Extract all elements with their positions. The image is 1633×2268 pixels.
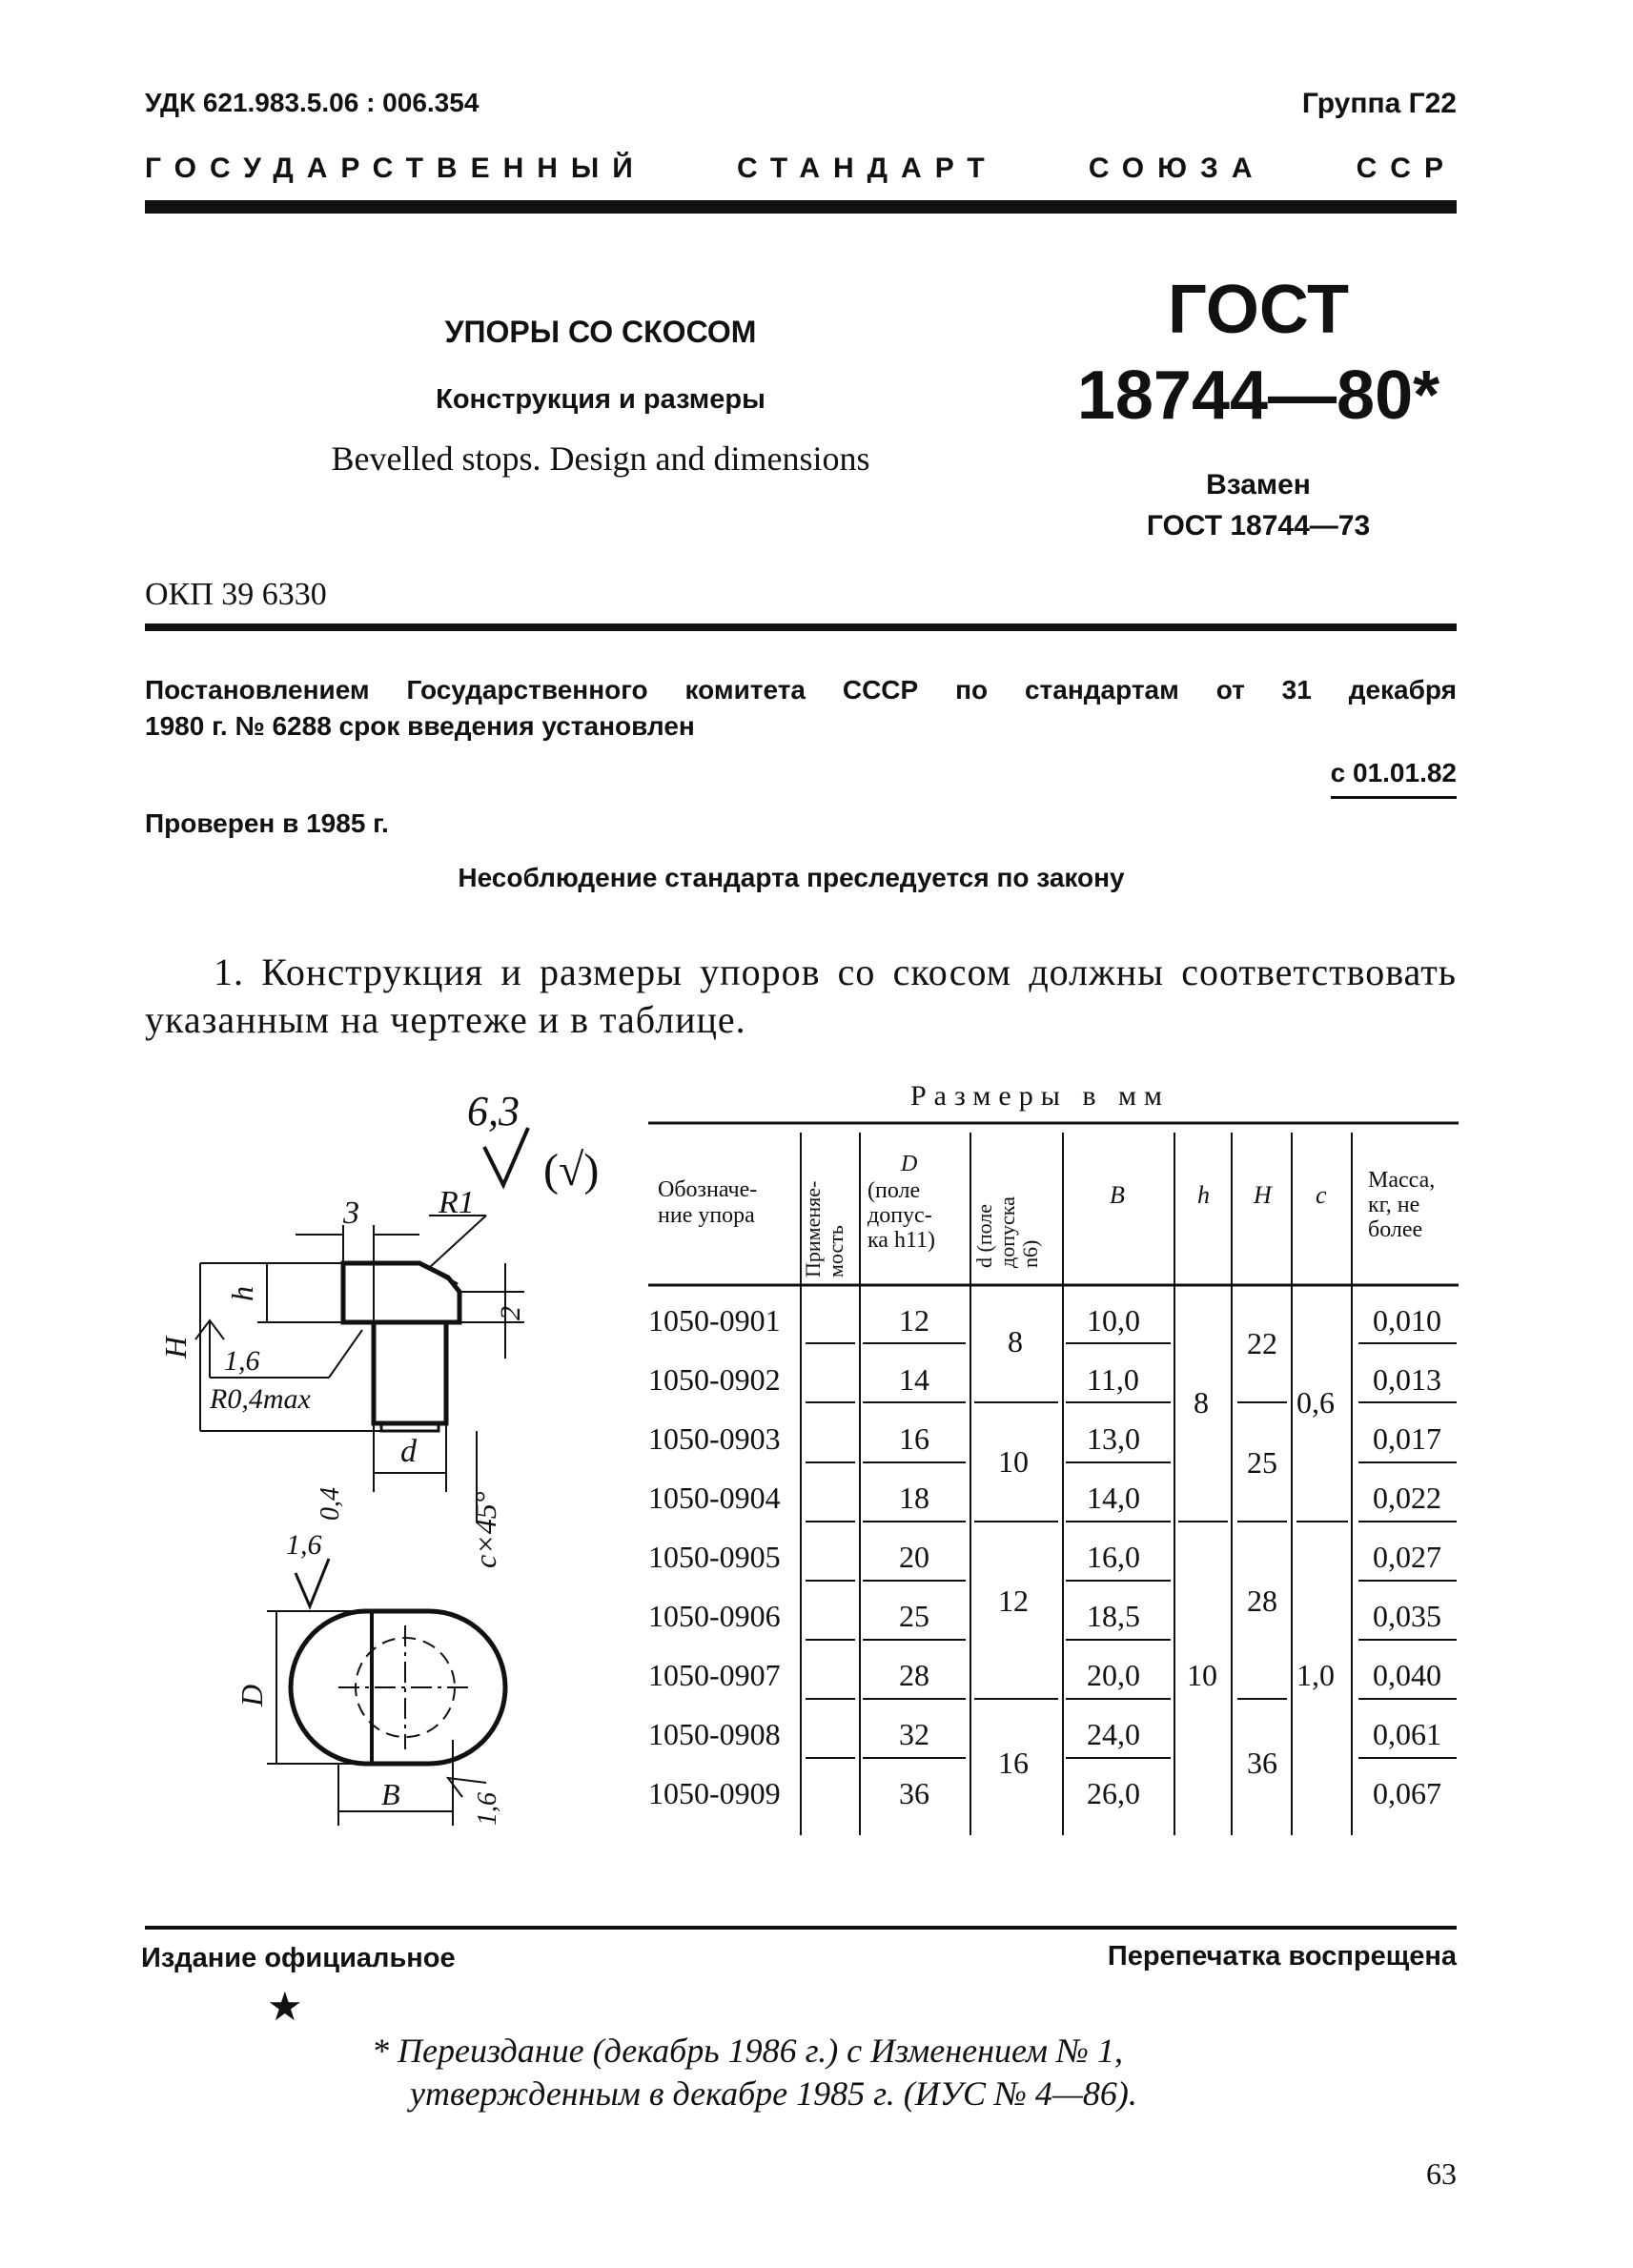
row-B: 26,0 xyxy=(1087,1776,1140,1810)
dim-c45: c×45° xyxy=(468,1491,502,1568)
header-mass-1: Масса, xyxy=(1368,1168,1436,1193)
header-H: H xyxy=(1254,1181,1272,1209)
row-D: 28 xyxy=(899,1658,929,1692)
row-designation: 1050-0905 xyxy=(648,1540,781,1574)
merged-h: 10 xyxy=(1187,1658,1217,1692)
row-D: 36 xyxy=(899,1776,929,1810)
row-B: 24,0 xyxy=(1087,1717,1140,1751)
row-mass: 0,027 xyxy=(1373,1540,1441,1574)
row-mass: 0,040 xyxy=(1373,1658,1441,1692)
row-B: 11,0 xyxy=(1087,1362,1139,1397)
group-code: Группа Г22 xyxy=(1301,88,1457,119)
banner-word: СОЮЗА xyxy=(1088,153,1266,184)
row-designation: 1050-0909 xyxy=(648,1776,781,1810)
document-title: УПОРЫ СО СКОСОМ xyxy=(444,315,757,349)
row-B: 16,0 xyxy=(1087,1540,1140,1574)
merged-d: 16 xyxy=(998,1746,1029,1780)
footnote-line-1: * Переиздание (декабрь 1986 г.) с Изменением № 1, xyxy=(372,2032,1123,2070)
dim-1-6-b: 1,6 xyxy=(286,1529,322,1561)
row-designation: 1050-0903 xyxy=(648,1421,781,1456)
row-D: 16 xyxy=(899,1421,929,1456)
header-D-symbol: D xyxy=(901,1152,918,1176)
row-D: 25 xyxy=(899,1599,929,1633)
merged-d: 10 xyxy=(998,1444,1029,1479)
header-c: c xyxy=(1316,1181,1327,1209)
roughness-paren: (√) xyxy=(543,1145,600,1195)
merged-d: 12 xyxy=(998,1584,1029,1618)
row-D: 12 xyxy=(899,1303,929,1338)
header-D-2: (поле xyxy=(868,1178,921,1203)
footer-rule xyxy=(145,1926,1457,1930)
header-applicability-2: мость xyxy=(824,1225,847,1277)
checked-note: Проверен в 1985 г. xyxy=(145,808,389,838)
row-D: 20 xyxy=(899,1540,929,1574)
document-subtitle: Конструкция и размеры xyxy=(436,384,765,415)
row-designation: 1050-0906 xyxy=(648,1599,781,1633)
row-D: 18 xyxy=(899,1481,929,1515)
row-designation: 1050-0907 xyxy=(648,1658,781,1692)
english-title: Bevelled stops. Design and dimensions xyxy=(331,439,870,478)
okp-code: ОКП 39 6330 xyxy=(145,577,327,612)
merged-H: 28 xyxy=(1247,1584,1277,1618)
dim-0-4: 0,4 xyxy=(316,1487,345,1521)
row-mass: 0,010 xyxy=(1373,1303,1441,1338)
row-B: 13,0 xyxy=(1087,1421,1140,1456)
header-d-1: d (поле xyxy=(972,1203,996,1268)
row-B: 14,0 xyxy=(1087,1481,1140,1515)
banner-word: СТАНДАРТ xyxy=(737,153,998,184)
edition-note: Издание официальное xyxy=(141,1943,456,1973)
row-designation: 1050-0904 xyxy=(648,1481,781,1515)
gost-number: 18744—80* xyxy=(1076,358,1440,434)
dim-3: 3 xyxy=(343,1195,359,1231)
row-D: 32 xyxy=(899,1717,929,1751)
gost-label: ГОСТ xyxy=(1167,272,1350,348)
footnote-line-2: утвержденным в декабре 1985 г. (ИУС № 4—86). xyxy=(410,2074,1137,2113)
decree-line-1: Постановлением Государственного комитета СССР по стандартам от 31 декабря xyxy=(145,675,1457,705)
merged-c: 0,6 xyxy=(1296,1385,1335,1420)
dim-r0-4max: R0,4max xyxy=(210,1383,311,1415)
header-B: B xyxy=(1110,1181,1125,1209)
page-number: 63 xyxy=(1426,2156,1457,2191)
udk-code: УДК 621.983.5.06 : 006.354 xyxy=(145,88,480,117)
penalty-note: Несоблюдение стандарта преследуется по закону xyxy=(458,863,1125,892)
row-B: 18,5 xyxy=(1087,1599,1140,1633)
replaces-label: Взамен xyxy=(1206,469,1311,501)
reprint-note: Перепечатка воспрещена xyxy=(1107,1941,1457,1972)
roughness-value: 6,3 xyxy=(467,1088,520,1134)
row-B: 20,0 xyxy=(1087,1658,1140,1692)
header-D-4: ка h11) xyxy=(868,1228,936,1253)
header-designation-2: ние упора xyxy=(658,1203,755,1228)
row-mass: 0,067 xyxy=(1373,1776,1441,1810)
dim-1-6-a: 1,6 xyxy=(224,1345,260,1377)
dim-1-6-c: 1,6 xyxy=(473,1792,502,1826)
dim-B: B xyxy=(381,1777,400,1811)
header-applicability-1: Применяе- xyxy=(801,1180,825,1277)
dim-h: h xyxy=(225,1286,259,1301)
row-designation: 1050-0908 xyxy=(648,1717,781,1751)
row-B: 10,0 xyxy=(1087,1303,1140,1338)
row-mass: 0,022 xyxy=(1373,1481,1441,1515)
effective-date: с 01.01.82 xyxy=(1331,758,1457,799)
row-mass: 0,061 xyxy=(1373,1717,1441,1751)
row-designation: 1050-0901 xyxy=(648,1303,781,1338)
merged-d: 8 xyxy=(1008,1324,1023,1359)
dim-d: d xyxy=(400,1434,417,1469)
header-D-3: допус- xyxy=(868,1203,932,1228)
dim-H: H xyxy=(158,1336,193,1359)
header-designation-1: Обозначе- xyxy=(658,1177,758,1202)
dim-D: D xyxy=(235,1684,269,1706)
row-mass: 0,017 xyxy=(1373,1421,1441,1456)
header-h: h xyxy=(1197,1181,1210,1209)
star-icon: ★ xyxy=(267,1986,303,2030)
merged-c: 1,0 xyxy=(1296,1658,1335,1692)
row-mass: 0,035 xyxy=(1373,1599,1441,1633)
paragraph-1: 1. Конструкция и размеры упоров со скосом должны соответствовать указанным на чертеже и в таблице. xyxy=(145,950,1457,1041)
banner-word: ССР xyxy=(1356,153,1457,184)
row-mass: 0,013 xyxy=(1373,1362,1441,1397)
merged-H: 25 xyxy=(1247,1445,1277,1480)
dim-r1: R1 xyxy=(439,1185,475,1220)
row-D: 14 xyxy=(899,1362,929,1397)
merged-h: 8 xyxy=(1194,1385,1209,1420)
dim-2: 2 xyxy=(495,1306,526,1320)
row-designation: 1050-0902 xyxy=(648,1362,781,1397)
replaces-standard: ГОСТ 18744—73 xyxy=(1146,510,1371,541)
banner-word: ГОСУДАРСТВЕННЫЙ xyxy=(145,153,646,184)
decree-line-2: 1980 г. № 6288 срок введения установлен xyxy=(145,711,695,741)
merged-H: 36 xyxy=(1247,1746,1277,1780)
merged-H: 22 xyxy=(1247,1326,1277,1360)
merged-cells xyxy=(998,1324,1335,1780)
header-mass-2: кг, не xyxy=(1368,1193,1420,1217)
header-mass-3: более xyxy=(1368,1217,1423,1242)
header-d-2: допуска xyxy=(995,1196,1019,1268)
table-rows xyxy=(648,1303,1441,1810)
header-d-3: n6) xyxy=(1018,1239,1042,1268)
table-units: Размеры в мм xyxy=(910,1080,1171,1112)
